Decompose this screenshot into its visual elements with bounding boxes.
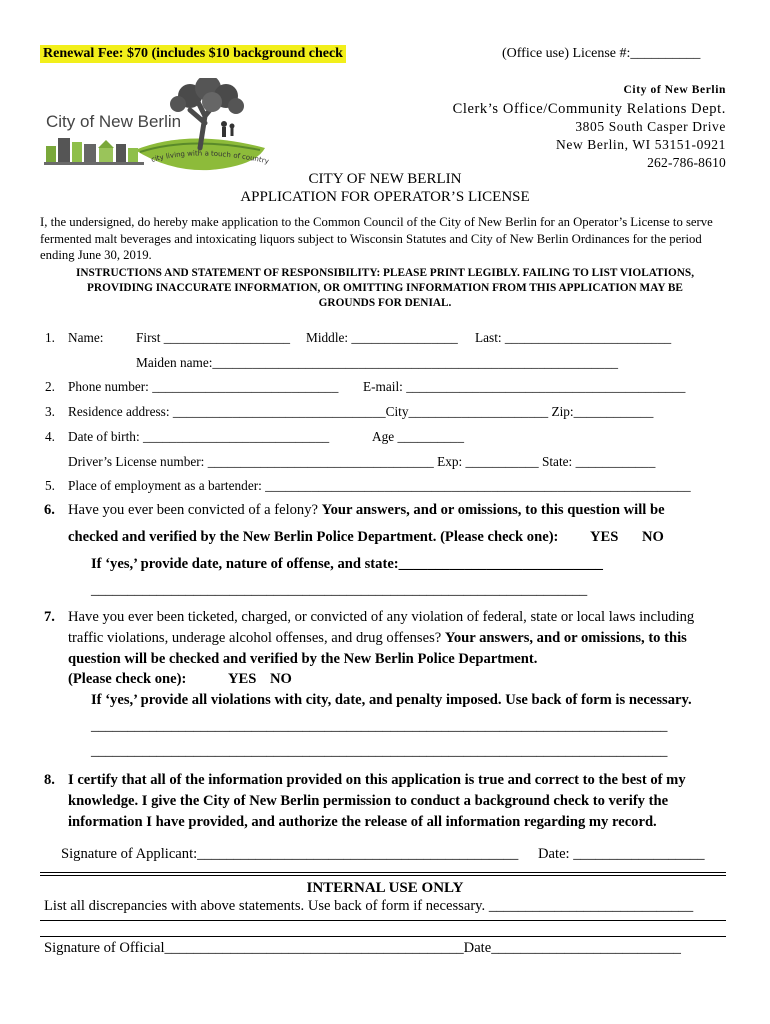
violation-question-warning: Your answers, and or omissions, to this (444, 630, 687, 646)
maiden-name-field[interactable]: Maiden name:_____________________________________________________________ (136, 355, 618, 370)
logo-city-label: City of New Berlin (46, 112, 182, 131)
date-of-birth-field[interactable]: Date of birth: ____________________________ (68, 429, 330, 444)
certification-line3: information I have provided, and authorize the release of all information regarding my record. (68, 814, 657, 830)
divider (40, 872, 726, 873)
violation-check-label: (Please check one): (68, 671, 187, 687)
instructions: INSTRUCTIONS AND STATEMENT OF RESPONSIBILITY: PLEASE PRINT LEGIBLY. FAILING TO LIST VIOLATIONS, PROVIDING INACCURATE INFORMATION, OR OMITTING INFORMATION FROM THIS APPLICATION MAY BE GROUNDS FOR DENIAL. (75, 267, 695, 309)
email-field[interactable]: E-mail: __________________________________________ (363, 379, 686, 394)
applicant-signature-field[interactable]: Signature of Applicant:____________________________________________ (61, 846, 519, 862)
violation-details-line[interactable]: _______________________________________________________________________________ (91, 743, 668, 759)
question-number: 7. (44, 609, 55, 625)
address-citystate: New Berlin, WI 53151-0921 (556, 137, 726, 152)
certification-line2: knowledge. I give the City of New Berlin permission to conduct a background check to verify the (68, 793, 669, 809)
question-number: 6. (44, 502, 55, 518)
field-number: 3. (45, 404, 55, 419)
address-city: City of New Berlin (623, 84, 726, 96)
divider (40, 936, 726, 937)
question-number: 8. (44, 772, 55, 788)
violation-verify-text: question will be checked and verified by the New Berlin Police Department. (68, 651, 538, 667)
felony-details-line[interactable]: ____________________________________________________________________ (91, 582, 588, 598)
phone-field[interactable]: Phone number: ____________________________ (68, 379, 339, 394)
violation-no-option[interactable]: NO (270, 671, 292, 687)
form-title: APPLICATION FOR OPERATOR’S LICENSE (240, 189, 530, 205)
field-number: 4. (45, 429, 55, 444)
employment-field[interactable]: Place of employment as a bartender: ________________________________________________________________ (68, 478, 691, 493)
divider (40, 875, 726, 876)
violation-yes-option[interactable]: YES (228, 671, 257, 687)
internal-use-title: INTERNAL USE ONLY (306, 880, 464, 896)
residence-address-field[interactable]: Residence address: ________________________________City_____________________ Zip:____________ (68, 404, 654, 419)
name-label: Name: (68, 330, 104, 345)
felony-question (68, 502, 665, 519)
form-title-city: CITY OF NEW BERLIN (308, 171, 462, 187)
felony-question-warning: Your answers, and or omissions, to this question will be (321, 502, 665, 518)
violation-question-line1: Have you ever been ticketed, charged, or convicted of any violation of federal, state or local laws including (68, 609, 695, 625)
certification-line1: I certify that all of the information provided on this application is true and correct to the best of my (68, 772, 686, 788)
applicant-date-field[interactable]: Date: __________________ (538, 846, 705, 862)
field-number: 1. (45, 330, 55, 345)
last-name-field[interactable]: Last: _________________________ (475, 330, 672, 345)
official-signature-field[interactable]: Signature of Official_________________________________________Date__________________________ (44, 940, 681, 956)
felony-question-text: Have you ever been convicted of a felony? (68, 502, 319, 518)
office-use-license: (Office use) License #:__________ (502, 46, 701, 61)
first-name-field[interactable]: First ___________________ (136, 330, 291, 345)
felony-details-field[interactable]: If ‘yes,’ provide date, nature of offense, and state:____________________________ (91, 556, 603, 572)
felony-verify-text: checked and verified by the New Berlin Police Department. (Please check one): (68, 529, 559, 545)
violation-details-label: If ‘yes,’ provide all violations with city, date, and penalty imposed. Use back of form is necessary. (91, 692, 692, 708)
violation-details-line[interactable]: _______________________________________________________________________________ (91, 718, 668, 734)
logo-tagline: city living with a touch of country (150, 149, 270, 166)
age-field[interactable]: Age __________ (372, 429, 464, 444)
drivers-license-field[interactable]: Driver’s License number: __________________________________ Exp: ___________ State: ____________ (68, 454, 656, 469)
renewal-fee-notice: Renewal Fee: $70 (includes $10 background check (40, 45, 346, 63)
felony-yes-option[interactable]: YES (590, 529, 619, 545)
middle-name-field[interactable]: Middle: ________________ (306, 330, 458, 345)
discrepancies-field[interactable]: List all discrepancies with above statements. Use back of form if necessary. ____________________________ (44, 898, 694, 914)
violation-question-line2 (68, 630, 687, 647)
address-office: Clerk’s Office/Community Relations Dept. (452, 101, 726, 117)
violation-question-text: traffic violations, underage alcohol offenses, and drug offenses? (68, 630, 442, 646)
field-number: 2. (45, 379, 55, 394)
field-number: 5. (45, 478, 55, 493)
felony-no-option[interactable]: NO (642, 529, 664, 545)
address-phone: 262-786-8610 (647, 155, 726, 170)
city-logo (40, 78, 280, 173)
address-street: 3805 South Casper Drive (575, 119, 726, 134)
divider (40, 920, 726, 921)
intro-paragraph: I, the undersigned, do hereby make application to the Common Council of the City of New Berlin for an Operator’s License to serve fermented malt beverages and intoxicating liquors subject to Wisconsin Statutes and City of New Berlin Ordinances for the period ending June 30, 2019. (40, 215, 713, 262)
